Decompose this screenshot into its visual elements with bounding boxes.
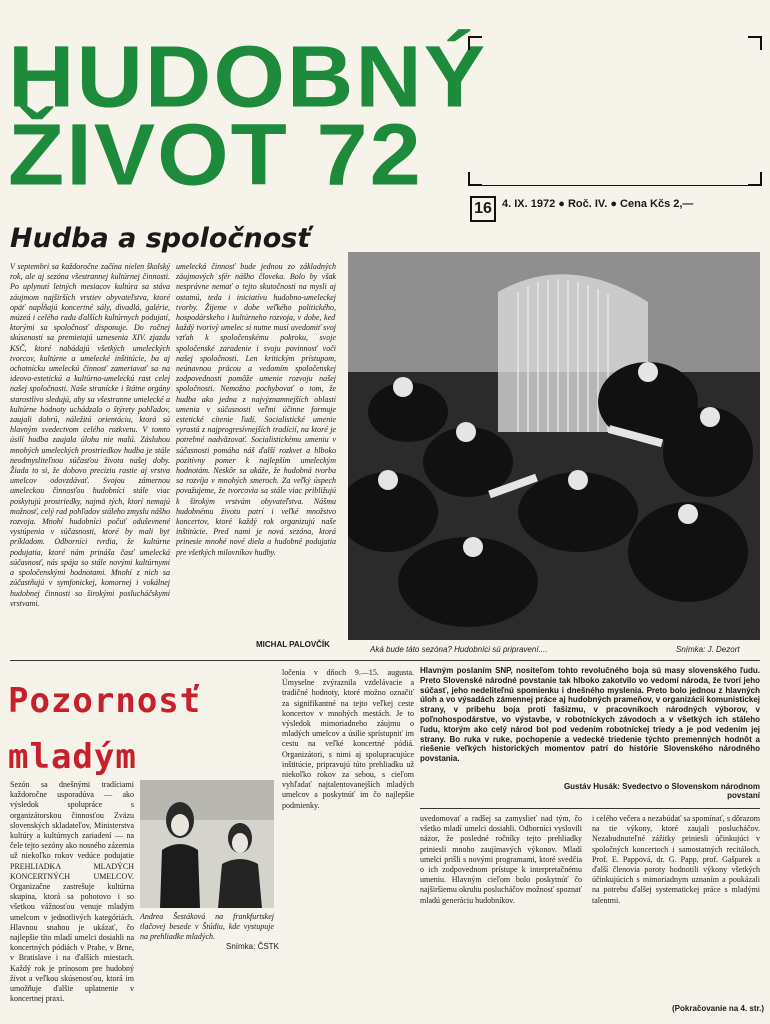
quote-divider bbox=[420, 808, 760, 809]
photo2-credit: Snímka: ČSTK bbox=[226, 942, 279, 951]
article2-column-4: i celého večera a nezabúdať sa spomínať, s dôrazom na tie výkony, ktoré zaujali poslucháčov. Nezabudnuteľné zážitky priniesli účinkujúci v spoločných koncertoch i samostatných recitáloch. Prof. E. Pappová, dr. G. Papp, prof. Gašparek a ďalší členovia poroty hodnotili výkony všetkých účinkujúcich s mimoriadnym uznaním a poukázali na potrebu ďalšej systematickej práce s mladými talentmi. bbox=[592, 814, 760, 905]
article2-title bbox=[8, 678, 201, 780]
article-column-2: umelecká činnosť bude jednou zo základných záujmových sfér nášho človeka. Bolo by však nesprávne nemať o tejto skutočnosti na mysli aj ostatnú, teda i iniciatívu hudobno-umeleckej tvorby. Žijeme v dobe veľkého politického, hospodárskeho i kultúrneho rozvoja, v dobe, keď každý tvorivý umelec si nutne musí uvedomiť svoj vzťah k spoločenskému pokroku, svoje spoločenské zaradenie i svoju povinnosť voči našej spoločnosti. Len kritickým prístupom, neúnavnou prácou a vedomím spoločenskej zodpovednosti pomôže umenie rozvoju našej spoločnosti. Nemožno pochybovať o tom, že hudba ako jedna z najvýznamnejších oblastí umenia v súčasnosti veľmi účinne formuje estetické cítenie ľudí. Socialistické umenie vyrastá z najprogresívnejších tradícií, na ktoré je potrebné nadväzovať. Socialistickému umeniu v súčasnosti pomáha náš ďalší rozkvet a hlboko pozitívny pomer k najlepším umeleckým hodnotám. Neskôr sa ukáže, že hudobná tvorba sa rozvíja v mnohých smeroch. Za veľký úspech považujeme, že tvorcovia sa stále viac približujú k širokým vrstvám obyvateľstva. Nášmu hudobnému životu patrí i veľké množstvo koncertov, ktoré každý rok organizujú naše inštitúcie. Pred nami je nová sezóna, ktorá prinesie mnohé nové diela a hudobné podujatia pre všetkých milovníkov hudby. bbox=[176, 262, 336, 557]
article-title: Hudba a spoločnosť bbox=[10, 223, 311, 254]
issue-number: 16 bbox=[470, 196, 496, 222]
photo2-caption: Andrea Šestáková na frankfurtskej tlačovej besede v Štúdiu, kde vystupuje na prehliadke mladých. bbox=[140, 912, 274, 942]
masthead-line1: HUDOBNÝ bbox=[8, 28, 488, 126]
crop-mark bbox=[748, 172, 762, 186]
masthead bbox=[8, 28, 488, 204]
crop-mark bbox=[748, 36, 762, 50]
header-rule bbox=[470, 185, 760, 186]
article2-title-line1: Pozornosť bbox=[8, 681, 202, 721]
article2-title-line2: mladým bbox=[8, 737, 137, 777]
young-artist-photo-art bbox=[140, 780, 274, 908]
masthead-line2: ŽIVOT 72 bbox=[8, 106, 423, 204]
photo-credit: Snímka: J. Dezort bbox=[676, 645, 740, 654]
photo-caption: Aká bude táto sezóna? Hudobníci sú pripravení.... bbox=[370, 645, 548, 654]
crop-mark bbox=[468, 172, 482, 186]
quote-box bbox=[420, 666, 760, 806]
crop-mark bbox=[468, 36, 482, 50]
article2-column-3: uvedomovať a radšej sa zamyslieť nad tým, čo všetko mladí umelci dosiahli. Odborníci vyslovili názor, že posledné ročníky tejto prehliadky priniesli mnoho zaujímavých výkonov. Mladí umelci prišli s novými programami, ktoré svedčia o ich zodpovednom prístupe k interpretačnému umeniu. Hlavným cieľom bolo poskytnúť čo najširšiemu okruhu poslucháčov možnosť spoznať mladú generáciu hudobníkov. bbox=[420, 814, 582, 905]
quote-author: Gustáv Husák: Svedectvo o Slovenskom národnom povstaní bbox=[563, 782, 760, 800]
orchestra-photo-art bbox=[348, 252, 760, 640]
article-column-1: V septembri sa každoročne začína nielen školský rok, ale aj sezóna všestrannej kultúrnej činnosti. Po uplynutí letných mesiacov kultúra sa stáva záujmom najširších vrstiev obyvateľstva, ktoré opäť napĺňajú koncertné sály, divadlá, galérie, múzeá i celého radu ďalších kultúrnych podujatí, ktorými sa spoločnosť disponuje. Do ročnej skúsenosti sa premietajú uznesenia XIV. zjazdu KSČ, ktoré nabádajú všetkých umeleckých tvorcov, kultúrne a umelecké inštitúcie, ba aj ochotnícku umeleckú činnosť zameriavať sa na ideovo-estetickú a kultúrno-umeleckú rast celej našej spoločnosti. Naše stranícke i štátne orgány starostlivo sledujú, aby sa všestranne umelecké a kultúrne hodnoty uchádzalo o štýrety pohľadov, zaujali dobrú, náležitú orientáciu, ktorá sú hlavným svedectvom celého rozkvetu. V tomto úsilí hudba zaujala úlohu nie malú. Zásluhou mnohých umeleckých prostriedkov hudba je stále neodmysliteľnou súčasťou života našej doby. Žiada to si, že dobovo precíziu rastie aj vrstva umelcov odovzdávať. Svojou zámernou umeleckou činnosťou hudobníci stále viac poskytujú prostriedky, najmä tých, ktorí nemajú možnosť, celý rad pohľadov stáleho zmyslu nášho rozvoja. Mnohí hudobníci počuť oduševnené vystúpenia v súčasnosti, ktoré by mali byť príkladom. Odborníci tvrdia, že kultúrne podujatia, ktoré nám prináša časť umelecká súčasnosť, nás spája so stále novými kultúrnymi a spoločenskými hodnotami. Mnohí z nich sa zúčastňujú v symfonickej, komornej i vokálnej hudobnej činnosti so širokými poslucháčskymi vrstvami. bbox=[10, 262, 170, 608]
quote-text: Hlavným poslaním SNP, nositeľom tohto revolučného boja sú masy slovenského ľudu. Preto Slovenské národné povstanie tak hlboko zakotvilo vo vedomí národa, že tvorí jeho súčasť, jeho nedeliteľnú spomienku i dnešného myslenia. Preto bolo jednou z hlavných úloh a vo výsadách zámennej práce aj hudobných prameňov, v organizácii komunistickej strany, v príbehu boja proti fašizmu, v pracovníkoch národných výborov, v poľnohospodárstve, vo výstavbe, v robotníckych závodoch a v všetkých ich stáleho ľudu, ktorým ako celý národ bol pod vedením robotníckej triedy a je pod vedením jej strany. Bo ruka v ruke, pochopenie a vedecké triedenie týchto premenných hodnôt a riešenie veľkých historických momentov patrí do histórie Slovenského národného povstania. bbox=[420, 666, 760, 764]
young-artist-photo bbox=[140, 780, 274, 908]
article2-column-1: Sezón sa dnešnými tradíciami každoročne usporadúva — ako výsledok spolupráce s organizátorskou činnosťou Zväzu slovenských skladateľov, Ministerstva kultúry a kultúrnych zariadení — na čele tejto sezóny ako nosného zázemia už niekoľko rokov vedúce podujatie PREHLIADKA MLADÝCH KONCERTNÝCH UMELCOV. Organizačne zastrešuje kultúrna skupina, ktorá sa pohotovo i so všetkou vážnosťou venuje mladým umelcom v jednotlivých kategóriách. Hlavnou snahou je ukázať, čo najlepšie títo mladí umelci dosiahli na koncertných pódiách v Prahe, v Brne, v Bratislave i na ďalších miestach. Každý rok je prínosom pre hudobný život a veľkou skúsenosťou, ktorá im umožňuje ďalšie uplatnenie v koncertnej praxi. bbox=[10, 780, 134, 1004]
continued-note: (Pokračovanie na 4. str.) bbox=[672, 1004, 765, 1013]
issue-info: 4. IX. 1972 ● Roč. IV. ● Cena Kčs 2,— bbox=[502, 198, 694, 210]
orchestra-photo bbox=[348, 252, 760, 640]
section-divider bbox=[10, 660, 760, 661]
article2-column-2: ločenia v dňoch 9.—15. augusta. Úmyselne zvýraznila vzdelávacie a tradičné hodnoty, ktoré možno označiť za signifikantné na tejto veľkej ceste koncertov v mnohých mestách. Je to výsledok mimoriadneho záujmu o mladých umelcov a úsilie sprístupniť im cestu na veľké koncertné pódiá. Organizátori, s nimi aj spolupracujúce inštitúcie, pripravujú túto prehliadku už niekoľko rokov za sebou, s cieľom vyhľadať najtalentovanejších mladých umelcov a poskytnúť im čo najlepšie podmienky. bbox=[282, 668, 414, 810]
article-author: MICHAL PALOVČÍK bbox=[256, 640, 330, 649]
